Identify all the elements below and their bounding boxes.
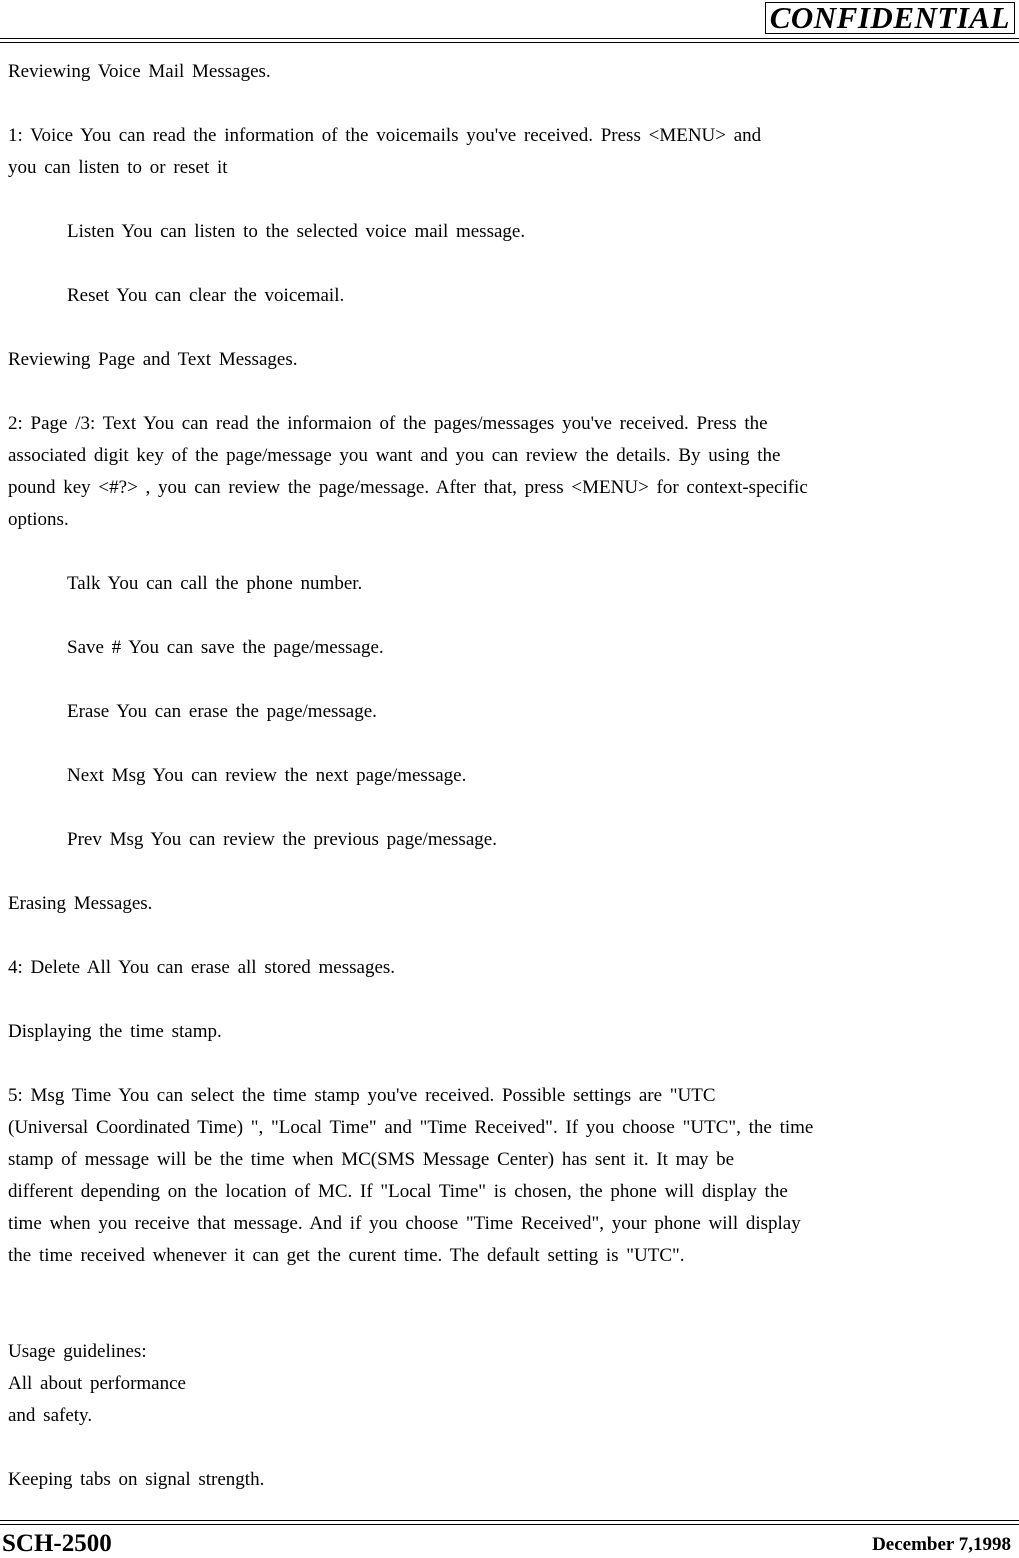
header-rule-top xyxy=(0,38,1019,39)
msg-time-line-6: the time received whenever it can get the curent time. The default setting is "UTC". xyxy=(8,1245,685,1266)
time-stamp-heading: Displaying the time stamp. xyxy=(8,1021,222,1042)
footer-rule-top xyxy=(0,1520,1019,1521)
confidential-label: CONFIDENTIAL xyxy=(769,0,1010,35)
usage-guidelines-line-2: All about performance xyxy=(8,1373,186,1394)
msg-time-line-3: stamp of message will be the time when MC(SMS Message Center) has sent it. It may be xyxy=(8,1149,735,1170)
talk-option: Talk You can call the phone number. xyxy=(67,573,363,594)
signal-strength-heading: Keeping tabs on signal strength. xyxy=(8,1469,265,1490)
delete-all-option: 4: Delete All You can erase all stored messages. xyxy=(8,957,396,978)
msg-time-line-2: (Universal Coordinated Time) ", "Local Time" and "Time Received". If you choose "UTC", the time xyxy=(8,1117,814,1138)
usage-guidelines-line-1: Usage guidelines: xyxy=(8,1341,147,1362)
page-text-heading: Reviewing Page and Text Messages. xyxy=(8,349,298,370)
usage-guidelines-line-3: and safety. xyxy=(8,1405,93,1426)
footer-rule-bottom xyxy=(0,1524,1019,1525)
msg-time-line-5: time when you receive that message. And if you choose "Time Received", your phone will display xyxy=(8,1213,801,1234)
voice-menu-line-1: 1: Voice You can read the information of the voicemails you've received. Press <MENU> and xyxy=(8,125,762,146)
header-rule-bottom xyxy=(0,42,1019,43)
confidential-stamp xyxy=(765,2,1015,34)
page-menu-line-1: 2: Page /3: Text You can read the informaion of the pages/messages you've received. Press the xyxy=(8,413,768,434)
page-menu-line-4: options. xyxy=(8,509,69,530)
voice-mail-heading: Reviewing Voice Mail Messages. xyxy=(8,61,271,82)
page-menu-line-3: pound key <#?> , you can review the page/message. After that, press <MENU> for context-specific xyxy=(8,477,808,498)
erasing-heading: Erasing Messages. xyxy=(8,893,153,914)
reset-option: Reset You can clear the voicemail. xyxy=(67,285,345,306)
save-option: Save # You can save the page/message. xyxy=(67,637,384,658)
listen-option: Listen You can listen to the selected voice mail message. xyxy=(67,221,526,242)
prev-msg-option: Prev Msg You can review the previous page/message. xyxy=(67,829,497,850)
erase-option: Erase You can erase the page/message. xyxy=(67,701,377,722)
msg-time-line-1: 5: Msg Time You can select the time stamp you've received. Possible settings are "UTC xyxy=(8,1085,716,1106)
document-date: December 7,1998 xyxy=(872,1534,1011,1555)
voice-menu-line-2: you can listen to or reset it xyxy=(8,157,228,178)
msg-time-line-4: different depending on the location of MC. If "Local Time" is chosen, the phone will display the xyxy=(8,1181,788,1202)
document-body xyxy=(8,56,1008,1496)
model-number: SCH-2500 xyxy=(2,1530,112,1557)
next-msg-option: Next Msg You can review the next page/message. xyxy=(67,765,467,786)
page-menu-line-2: associated digit key of the page/message you want and you can review the details. By using the xyxy=(8,445,781,466)
